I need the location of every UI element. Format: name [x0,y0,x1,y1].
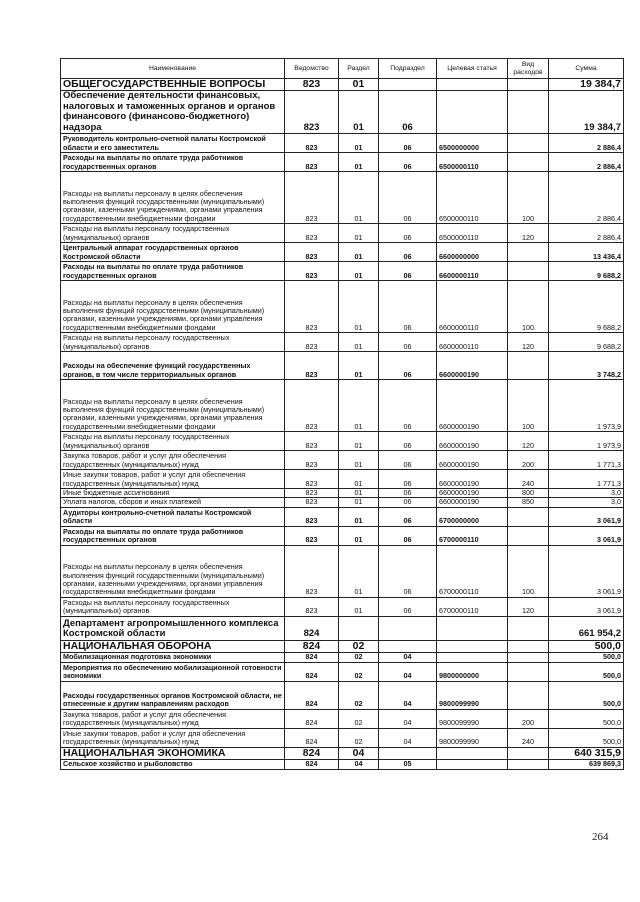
cell-target: 6600000190 [437,470,508,489]
cell-dept: 823 [285,507,339,526]
cell-dept: 823 [285,489,339,498]
cell-exp-type: 120 [508,333,549,352]
cell-subsection: 06 [379,91,437,134]
cell-subsection: 06 [379,545,437,597]
cell-section: 01 [339,526,379,545]
cell-exp-type [508,352,549,380]
table-row [61,432,624,451]
cell-sum: 639 869,3 [549,759,624,769]
header-section: Раздел [339,59,379,79]
cell-name: Расходы на выплаты персоналу в целях обеспечения выполнения функций государственными (муниципальными) органами, казенными учреждениями, органами управления государственными внебюджетными фондами [61,545,285,597]
cell-section: 01 [339,432,379,451]
cell-target [437,91,508,134]
cell-dept: 823 [285,91,339,134]
cell-section: 02 [339,728,379,747]
cell-subsection: 06 [379,489,437,498]
cell-exp-type [508,262,549,281]
cell-dept: 823 [285,172,339,224]
cell-target [437,616,508,640]
cell-name: Расходы на выплаты персоналу в целях обеспечения выполнения функций государственными (муниципальными) органами, казенными учреждениями, органами управления государственными внебюджетными фондами [61,281,285,333]
cell-target: 6600000190 [437,352,508,380]
cell-dept: 823 [285,134,339,153]
cell-target: 9800000000 [437,662,508,681]
cell-exp-type: 100 [508,380,549,432]
cell-dept: 823 [285,451,339,470]
cell-subsection: 06 [379,172,437,224]
cell-dept: 823 [285,526,339,545]
cell-exp-type [508,91,549,134]
cell-target [437,79,508,91]
cell-subsection [379,640,437,652]
cell-sum: 2 886,4 [549,224,624,243]
cell-section: 01 [339,262,379,281]
cell-dept: 824 [285,662,339,681]
cell-section: 01 [339,380,379,432]
cell-sum: 500,0 [549,681,624,709]
cell-section: 04 [339,747,379,759]
cell-subsection: 04 [379,662,437,681]
cell-exp-type [508,640,549,652]
cell-exp-type [508,243,549,262]
cell-section: 01 [339,470,379,489]
table-row [61,507,624,526]
cell-sum: 3 061,9 [549,507,624,526]
cell-subsection: 06 [379,262,437,281]
cell-name: Сельское хозяйство и рыболовство [61,759,285,769]
cell-dept: 823 [285,333,339,352]
header-exp-type: Вид расходов [508,59,549,79]
cell-name: Расходы на выплаты по оплате труда работников государственных органов [61,153,285,172]
cell-name: Аудиторы контрольно-счетной палаты Костромской области [61,507,285,526]
table-row [61,451,624,470]
cell-target: 6600000190 [437,489,508,498]
table-row [61,616,624,640]
cell-name: Иные бюджетные ассигнования [61,489,285,498]
cell-name: Закупка товаров, работ и услуг для обеспечения государственных (муниципальных) нужд [61,451,285,470]
cell-subsection: 06 [379,498,437,507]
table-row [61,262,624,281]
table-row [61,134,624,153]
cell-sum: 3,0 [549,489,624,498]
cell-subsection: 04 [379,709,437,728]
cell-exp-type [508,662,549,681]
table-row [61,91,624,134]
cell-sum: 500,0 [549,728,624,747]
table-body [61,79,624,770]
cell-sum: 9 688,2 [549,333,624,352]
cell-subsection: 04 [379,728,437,747]
cell-sum: 19 384,7 [549,79,624,91]
cell-target: 9800099990 [437,709,508,728]
cell-name: Мобилизационная подготовка экономики [61,652,285,662]
cell-exp-type: 120 [508,224,549,243]
cell-dept: 824 [285,709,339,728]
cell-target [437,640,508,652]
cell-section: 04 [339,759,379,769]
cell-sum: 2 886,4 [549,172,624,224]
cell-dept: 823 [285,352,339,380]
cell-section: 01 [339,498,379,507]
table-row [61,153,624,172]
table-row [61,652,624,662]
cell-dept: 823 [285,380,339,432]
cell-dept: 823 [285,281,339,333]
cell-target: 6500000110 [437,224,508,243]
table-row [61,640,624,652]
cell-sum: 1 973,9 [549,380,624,432]
cell-target: 6600000190 [437,432,508,451]
header-name: Наименование [61,59,285,79]
cell-sum: 13 436,4 [549,243,624,262]
cell-subsection: 04 [379,681,437,709]
cell-section: 01 [339,172,379,224]
cell-sum: 3,0 [549,498,624,507]
header-dept: Ведомство [285,59,339,79]
cell-section: 01 [339,91,379,134]
cell-dept: 824 [285,652,339,662]
cell-name: Расходы на выплаты персоналу государственных (муниципальных) органов [61,432,285,451]
cell-sum: 500,0 [549,709,624,728]
table-row [61,352,624,380]
table-row [61,526,624,545]
cell-exp-type: 200 [508,451,549,470]
cell-subsection: 06 [379,243,437,262]
table-row [61,281,624,333]
table-row [61,759,624,769]
budget-table [60,58,624,770]
cell-exp-type: 240 [508,728,549,747]
cell-sum: 3 061,9 [549,526,624,545]
cell-name: Закупка товаров, работ и услуг для обеспечения государственных (муниципальных) нужд [61,709,285,728]
cell-name: ОБЩЕГОСУДАРСТВЕННЫЕ ВОПРОСЫ [61,79,285,91]
cell-exp-type: 100 [508,545,549,597]
cell-subsection: 06 [379,224,437,243]
cell-target: 6600000190 [437,451,508,470]
cell-exp-type: 200 [508,709,549,728]
cell-dept: 824 [285,640,339,652]
cell-dept: 823 [285,545,339,597]
cell-target: 6600000000 [437,243,508,262]
cell-target [437,759,508,769]
cell-target: 6500000000 [437,134,508,153]
header-target: Целевая статья [437,59,508,79]
cell-dept: 824 [285,616,339,640]
cell-target: 9800099990 [437,728,508,747]
cell-sum: 3 061,9 [549,597,624,616]
cell-name: Расходы на выплаты персоналу государственных (муниципальных) органов [61,224,285,243]
cell-section: 02 [339,662,379,681]
cell-dept: 823 [285,224,339,243]
cell-subsection: 06 [379,432,437,451]
cell-sum: 500,0 [549,640,624,652]
cell-exp-type [508,134,549,153]
cell-dept: 824 [285,681,339,709]
cell-target: 6600000190 [437,498,508,507]
cell-section: 01 [339,489,379,498]
table-row [61,380,624,432]
cell-exp-type: 120 [508,597,549,616]
cell-name: Обеспечение деятельности финансовых, налоговых и таможенных органов и органов финансового (финансово-бюджетного) надзора [61,91,285,134]
cell-section [339,616,379,640]
cell-exp-type: 100 [508,172,549,224]
cell-subsection [379,747,437,759]
table-header-row [61,59,624,79]
cell-sum: 19 384,7 [549,91,624,134]
cell-dept: 824 [285,747,339,759]
table-row [61,681,624,709]
cell-name: НАЦИОНАЛЬНАЯ ЭКОНОМИКА [61,747,285,759]
cell-subsection: 06 [379,507,437,526]
cell-exp-type [508,681,549,709]
table-row [61,470,624,489]
cell-exp-type: 800 [508,489,549,498]
cell-target: 6700000110 [437,545,508,597]
cell-section: 01 [339,224,379,243]
cell-exp-type: 850 [508,498,549,507]
cell-target [437,747,508,759]
cell-dept: 823 [285,432,339,451]
cell-name: Департамент агропромышленного комплекса Костромской области [61,616,285,640]
cell-exp-type: 120 [508,432,549,451]
cell-subsection: 06 [379,134,437,153]
cell-dept: 823 [285,470,339,489]
cell-exp-type [508,153,549,172]
cell-sum: 640 315,9 [549,747,624,759]
cell-subsection: 06 [379,333,437,352]
cell-exp-type [508,79,549,91]
cell-section: 02 [339,681,379,709]
header-subsection: Подраздел [379,59,437,79]
cell-section: 01 [339,281,379,333]
cell-section: 01 [339,352,379,380]
cell-section: 01 [339,153,379,172]
cell-exp-type: 240 [508,470,549,489]
table-row [61,747,624,759]
cell-sum: 661 954,2 [549,616,624,640]
table-row [61,79,624,91]
cell-target: 6600000110 [437,262,508,281]
table-row [61,709,624,728]
cell-name: Расходы на выплаты персоналу в целях обеспечения выполнения функций государственными (муниципальными) органами, казенными учреждениями, органами управления государственными внебюджетными фондами [61,380,285,432]
cell-sum: 2 886,4 [549,134,624,153]
cell-name: Иные закупки товаров, работ и услуг для обеспечения государственных (муниципальных) нужд [61,728,285,747]
cell-subsection: 06 [379,153,437,172]
cell-target: 6700000110 [437,526,508,545]
cell-dept: 823 [285,243,339,262]
cell-subsection [379,616,437,640]
cell-exp-type [508,759,549,769]
cell-section: 02 [339,709,379,728]
cell-target: 6700000000 [437,507,508,526]
cell-dept: 824 [285,759,339,769]
table-row [61,333,624,352]
cell-target: 6600000190 [437,380,508,432]
cell-subsection: 06 [379,352,437,380]
table-row [61,662,624,681]
cell-exp-type: 100 [508,281,549,333]
cell-sum: 3 748,2 [549,352,624,380]
cell-sum: 9 688,2 [549,281,624,333]
cell-section: 01 [339,243,379,262]
table-row [61,498,624,507]
cell-dept: 823 [285,79,339,91]
cell-section: 01 [339,507,379,526]
cell-name: Расходы на выплаты персоналу в целях обеспечения выполнения функций государственными (муниципальными) органами, казенными учреждениями, органами управления государственными внебюджетными фондами [61,172,285,224]
cell-section: 01 [339,451,379,470]
cell-sum: 1 771,3 [549,470,624,489]
cell-target: 6600000110 [437,281,508,333]
cell-section: 02 [339,652,379,662]
cell-name: Центральный аппарат государственных органов Костромской области [61,243,285,262]
cell-dept: 823 [285,153,339,172]
cell-name: Расходы государственных органов Костромской области, не отнесенные к другим направлениям расходов [61,681,285,709]
cell-section: 01 [339,134,379,153]
cell-name: Расходы на обеспечение функций государственных органов, в том числе территориальных органов [61,352,285,380]
cell-name: Иные закупки товаров, работ и услуг для обеспечения государственных (муниципальных) нужд [61,470,285,489]
table-row [61,597,624,616]
cell-subsection: 06 [379,526,437,545]
cell-dept: 823 [285,597,339,616]
page-number: 264 [592,831,609,843]
cell-section: 01 [339,333,379,352]
cell-exp-type [508,507,549,526]
cell-name: Уплата налогов, сборов и иных платежей [61,498,285,507]
cell-subsection: 06 [379,597,437,616]
cell-section: 01 [339,79,379,91]
cell-sum: 500,0 [549,652,624,662]
cell-sum: 3 061,9 [549,545,624,597]
table-row [61,728,624,747]
header-sum: Сумма [549,59,624,79]
cell-name: Расходы на выплаты персоналу государственных (муниципальных) органов [61,333,285,352]
cell-section: 01 [339,545,379,597]
table-row [61,545,624,597]
cell-exp-type [508,526,549,545]
table-row [61,224,624,243]
cell-target: 6500000110 [437,172,508,224]
cell-dept: 824 [285,728,339,747]
cell-subsection: 04 [379,652,437,662]
table-row [61,243,624,262]
cell-target: 9800099990 [437,681,508,709]
cell-target [437,652,508,662]
cell-name: Расходы на выплаты персоналу государственных (муниципальных) органов [61,597,285,616]
cell-subsection: 06 [379,451,437,470]
cell-exp-type [508,747,549,759]
cell-subsection: 05 [379,759,437,769]
cell-sum: 1 973,9 [549,432,624,451]
cell-section: 01 [339,597,379,616]
cell-subsection [379,79,437,91]
cell-target: 6700000110 [437,597,508,616]
table-row [61,172,624,224]
cell-subsection: 06 [379,281,437,333]
cell-subsection: 06 [379,380,437,432]
cell-dept: 823 [285,262,339,281]
cell-dept: 823 [285,498,339,507]
cell-name: Мероприятия по обеспечению мобилизационной готовности экономики [61,662,285,681]
cell-name: НАЦИОНАЛЬНАЯ ОБОРОНА [61,640,285,652]
cell-sum: 2 886,4 [549,153,624,172]
cell-name: Расходы на выплаты по оплате труда работников государственных органов [61,526,285,545]
cell-sum: 1 771,3 [549,451,624,470]
cell-subsection: 06 [379,470,437,489]
cell-sum: 500,0 [549,662,624,681]
cell-exp-type [508,652,549,662]
cell-target: 6500000110 [437,153,508,172]
cell-exp-type [508,616,549,640]
cell-target: 6600000110 [437,333,508,352]
cell-name: Руководитель контрольно-счетной палаты Костромской области и его заместитель [61,134,285,153]
cell-section: 02 [339,640,379,652]
cell-sum: 9 688,2 [549,262,624,281]
cell-name: Расходы на выплаты по оплате труда работников государственных органов [61,262,285,281]
